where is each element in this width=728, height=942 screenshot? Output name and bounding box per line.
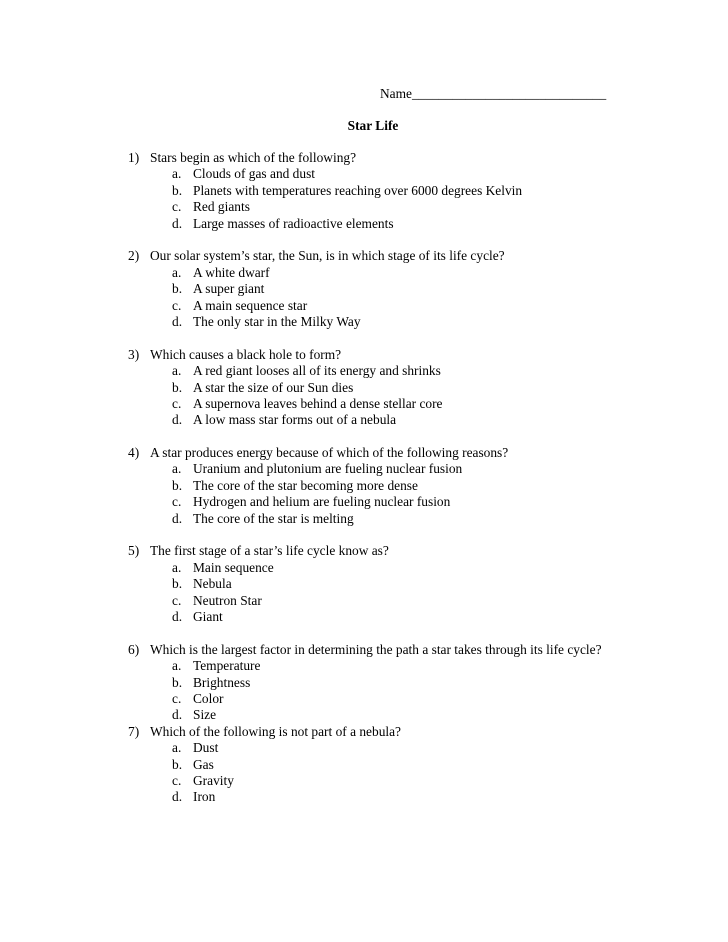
answer-option[interactable] [0,166,728,182]
option-letter: a. [172,658,182,674]
option-letter: c. [172,297,182,313]
name-label: Name [380,86,412,101]
option-text: A main sequence star [193,297,308,313]
question-number: 6) [128,641,140,657]
option-text: A super giant [193,281,265,297]
option-text: Gravity [193,772,234,788]
question-text: Which of the following is not part of a nebula? [150,723,402,739]
option-text: Nebula [193,576,232,592]
answer-option[interactable] [0,478,728,494]
answer-options [0,363,728,429]
option-letter: d. [172,313,183,329]
option-letter: a. [172,363,182,379]
answer-option[interactable] [0,576,728,592]
answer-option[interactable] [0,216,728,232]
question-number: 2) [128,248,140,264]
option-text: The core of the star is melting [193,510,354,526]
question-3 [0,347,728,429]
answer-option[interactable] [0,396,728,412]
option-text: A low mass star forms out of a nebula [193,412,397,428]
answer-option[interactable] [0,593,728,609]
option-text: Gas [193,756,214,772]
answer-option[interactable] [0,183,728,199]
option-letter: b. [172,674,183,690]
question-7 [0,724,728,806]
answer-option[interactable] [0,461,728,477]
name-field[interactable] [380,86,606,102]
option-text: The only star in the Milky Way [193,313,361,329]
option-letter: c. [172,494,182,510]
option-text: A white dwarf [193,264,270,280]
option-letter: d. [172,510,183,526]
question-number: 3) [128,346,140,362]
answer-options [0,658,728,724]
option-text: Size [193,707,217,723]
option-letter: c. [172,199,182,215]
option-text: Clouds of gas and dust [193,166,315,182]
option-letter: c. [172,592,182,608]
option-text: Hydrogen and helium are fueling nuclear fusion [193,494,451,510]
option-letter: c. [172,690,182,706]
option-text: Neutron Star [193,592,262,608]
option-letter: b. [172,576,183,592]
answer-option[interactable] [0,691,728,707]
question-6 [0,642,728,724]
answer-options [0,740,728,806]
question-2 [0,248,728,330]
answer-option[interactable] [0,363,728,379]
option-text: A red giant looses all of its energy and shrinks [193,363,441,379]
option-text: Red giants [193,199,250,215]
answer-option[interactable] [0,609,728,625]
answer-option[interactable] [0,740,728,756]
question-text: Our solar system’s star, the Sun, is in which stage of its life cycle? [150,248,505,264]
option-text: Brightness [193,674,251,690]
option-letter: b. [172,182,183,198]
answer-option[interactable] [0,707,728,723]
question-text: Which causes a black hole to form? [150,346,342,362]
answer-option[interactable] [0,281,728,297]
answer-option[interactable] [0,789,728,805]
option-text: Iron [193,789,216,805]
option-letter: d. [172,412,183,428]
answer-option[interactable] [0,773,728,789]
question-4 [0,445,728,527]
option-letter: a. [172,166,182,182]
option-text: Color [193,690,224,706]
answer-option[interactable] [0,494,728,510]
option-letter: d. [172,609,183,625]
question-1 [0,150,728,232]
answer-option[interactable] [0,658,728,674]
question-text: Which is the largest factor in determining the path a star takes through its life cycle? [150,641,602,657]
option-text: Planets with temperatures reaching over 6000 degrees Kelvin [193,182,523,198]
name-blank-line[interactable]: _____________________________ [411,86,607,101]
option-text: Large masses of radioactive elements [193,215,394,231]
question-number: 5) [128,543,140,559]
answer-options [0,461,728,527]
question-text: Stars begin as which of the following? [150,150,357,165]
question-number: 4) [128,445,140,461]
option-text: Uranium and plutonium are fueling nuclear fusion [193,461,463,477]
answer-option[interactable] [0,265,728,281]
option-letter: b. [172,756,183,772]
question-text: A star produces energy because of which of the following reasons? [150,445,509,461]
option-letter: d. [172,789,183,805]
option-letter: a. [172,264,182,280]
answer-options [0,265,728,331]
answer-options [0,166,728,232]
option-letter: d. [172,215,183,231]
answer-option[interactable] [0,298,728,314]
question-number: 7) [128,723,140,739]
option-letter: c. [172,772,182,788]
question-5 [0,543,728,625]
option-text: The core of the star becoming more dense [193,477,418,493]
option-text: Temperature [193,658,261,674]
answer-options [0,560,728,626]
option-letter: a. [172,740,182,756]
question-list [0,150,728,822]
question-number: 1) [128,150,140,165]
answer-option[interactable] [0,412,728,428]
option-letter: a. [172,461,182,477]
option-letter: b. [172,477,183,493]
option-text: A star the size of our Sun dies [193,379,354,395]
page-title: Star Life [347,118,399,133]
answer-option[interactable] [0,675,728,691]
option-text: A supernova leaves behind a dense stellar core [193,395,443,411]
answer-option[interactable] [0,560,728,576]
answer-option[interactable] [0,314,728,330]
option-letter: b. [172,281,183,297]
answer-option[interactable] [0,380,728,396]
option-text: Giant [193,609,223,625]
question-text: The first stage of a star’s life cycle know as? [150,543,389,559]
option-text: Dust [193,740,219,756]
answer-option[interactable] [0,199,728,215]
option-letter: b. [172,379,183,395]
option-letter: c. [172,395,182,411]
option-text: Main sequence [193,559,274,575]
option-letter: d. [172,707,183,723]
answer-option[interactable] [0,757,728,773]
answer-option[interactable] [0,511,728,527]
option-letter: a. [172,559,182,575]
